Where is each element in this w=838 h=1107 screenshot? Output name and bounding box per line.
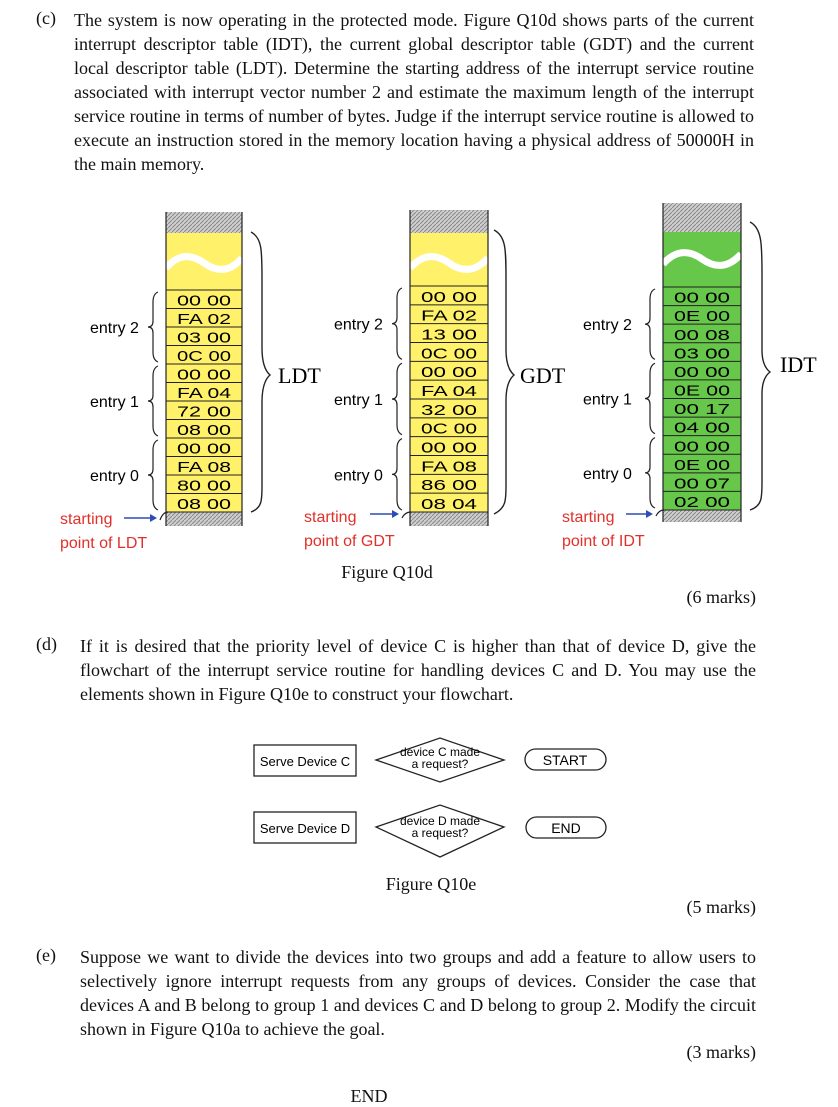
part-c-text: The system is now operating in the protected mode. Figure Q10d shows parts of the current interrupt descriptor table (IDT), the current global descriptor table (GDT) and the current local descriptor table (LDT). Determine the starting address of the interrupt service routine associated with interrupt vector number 2 and estimate the maximum length of the interrupt service routine in terms of number of bytes. Judge if the interrupt service routine is allowed to execute an instruction stored in the memory location having a physical address of 50000H in the main memory. xyxy=(74,10,754,174)
table-row-value: FA 02 xyxy=(177,311,231,328)
entry-brace xyxy=(645,438,655,508)
entry-brace xyxy=(645,289,655,359)
table-row-value: 04 00 xyxy=(674,419,730,437)
table-row-value: 00 08 xyxy=(674,326,730,344)
decision-device-c xyxy=(376,738,504,782)
serve-device-d-box xyxy=(254,812,356,843)
table-row-value: 08 00 xyxy=(177,496,231,513)
idt-brace xyxy=(750,222,770,510)
figure-q10d-caption: Figure Q10d xyxy=(341,562,433,582)
table-row-value: 00 00 xyxy=(177,440,231,458)
part-e-label: (e) xyxy=(36,945,56,965)
ldt-starting-point xyxy=(60,511,168,552)
table-row-value: FA 08 xyxy=(421,458,477,476)
table-row-value: 13 00 xyxy=(421,326,477,344)
ldt-label: LDT xyxy=(278,363,321,388)
table-row-value: 86 00 xyxy=(421,477,477,495)
ldt-rows xyxy=(166,290,242,513)
part-d-marks: (5 marks) xyxy=(686,897,756,917)
table-row-value: 0E 00 xyxy=(674,456,730,474)
serve-device-c-box xyxy=(254,745,356,776)
entry-brace xyxy=(392,288,402,359)
serve-device-d-label: Serve Device D xyxy=(259,821,351,836)
gdt-label: GDT xyxy=(520,363,566,388)
gdt-rows xyxy=(410,286,488,513)
entry-brace xyxy=(148,440,158,510)
table-row-value: FA 08 xyxy=(177,459,231,476)
idt-start-line2: point of IDT xyxy=(562,533,645,550)
entry-label: entry 1 xyxy=(583,391,632,409)
table-row-value: 0C 00 xyxy=(177,348,231,365)
part-d-text: If it is desired that the priority level of device C is higher than that of device D, give the flowchart of the interrupt service routine for handling devices C and D. You may use the elements shown in Figure Q10e to construct your flowchart. xyxy=(80,636,756,704)
table-row-value: 00 00 xyxy=(674,438,730,456)
entry-brace xyxy=(148,366,158,436)
decision-device-d xyxy=(376,805,504,857)
table-row-value: FA 04 xyxy=(421,383,477,400)
ldt-start-line2: point of LDT xyxy=(60,535,148,552)
entry-label: entry 2 xyxy=(583,317,632,335)
table-row-value: 00 00 xyxy=(421,439,477,457)
entry-label: entry 2 xyxy=(334,316,383,334)
part-c-label: (c) xyxy=(36,8,56,28)
table-row-value: 00 00 xyxy=(177,292,231,310)
gdt-start-line2: point of GDT xyxy=(304,533,395,550)
idt-label: IDT xyxy=(780,352,817,377)
table-row-value: 32 00 xyxy=(421,401,477,419)
table-row-value: 03 00 xyxy=(177,329,231,347)
table-row-value: 00 17 xyxy=(674,401,730,419)
part-e-text: Suppose we want to divide the devices into two groups and add a feature to allow users to selectively ignore interrupt requests from any groups of devices. Consider the case that devices A and B belong to group 1 and devices C and D belong to group 2. Modify the circuit shown in Figure Q10a to achieve the goal. xyxy=(80,947,756,1039)
entry-label: entry 2 xyxy=(90,320,139,337)
gdt-start-arrow-icon xyxy=(392,510,399,518)
part-d-label: (d) xyxy=(36,634,57,654)
idt-start-line1: starting xyxy=(562,509,615,526)
table-row-value: 80 00 xyxy=(177,477,231,495)
entry-label: entry 1 xyxy=(90,394,139,411)
table-row-value: 08 04 xyxy=(421,496,477,513)
end-terminal xyxy=(526,817,606,838)
table-row-value: FA 04 xyxy=(177,385,231,402)
table-row-value: 00 00 xyxy=(674,289,730,307)
ldt-start-line1: starting xyxy=(60,511,113,528)
idt-rows xyxy=(663,287,741,511)
flowchart-elements xyxy=(254,738,606,857)
entry-brace xyxy=(392,439,402,510)
start-terminal xyxy=(525,749,606,770)
ldt-brace xyxy=(251,232,270,512)
part-e-marks: (3 marks) xyxy=(686,1042,756,1062)
idt-starting-point xyxy=(562,509,664,550)
end-label: END xyxy=(551,820,581,836)
entry-brace xyxy=(645,363,655,433)
gdt-starting-point xyxy=(304,509,411,550)
table-row-value: FA 02 xyxy=(421,307,477,325)
footer-end: END xyxy=(350,1086,388,1106)
table-row-value: 03 00 xyxy=(674,345,730,363)
ldt-start-arrow-icon xyxy=(150,514,157,522)
table-row-value: 00 00 xyxy=(177,366,231,384)
table-row-value: 0E 00 xyxy=(674,308,730,326)
table-row-value: 0C 00 xyxy=(421,420,477,438)
entry-brace xyxy=(392,363,402,434)
table-row-value: 02 00 xyxy=(674,494,730,511)
entry-brace xyxy=(148,292,158,362)
table-row-value: 00 00 xyxy=(674,363,730,381)
idt-start-arrow-icon xyxy=(646,510,653,518)
table-row-value: 00 07 xyxy=(674,475,730,493)
table-row-value: 72 00 xyxy=(177,403,231,421)
start-label: START xyxy=(542,752,588,768)
entry-label: entry 0 xyxy=(90,468,139,485)
decision-c-line1: device C made xyxy=(399,745,481,759)
decision-d-line2: a request? xyxy=(411,826,469,840)
part-c-marks: (6 marks) xyxy=(686,587,756,607)
figure-q10e-caption: Figure Q10e xyxy=(385,874,477,894)
serve-device-c-label: Serve Device C xyxy=(259,754,351,769)
idt-table xyxy=(663,203,817,522)
table-row-value: 00 00 xyxy=(421,288,477,306)
gdt-brace xyxy=(494,230,514,514)
decision-d-line1: device D made xyxy=(399,814,481,828)
entry-label: entry 0 xyxy=(583,465,632,483)
entry-label: entry 1 xyxy=(334,392,383,409)
gdt-start-line1: starting xyxy=(304,509,357,526)
table-row-value: 0C 00 xyxy=(421,345,477,363)
entry-label: entry 0 xyxy=(334,467,383,485)
decision-c-line2: a request? xyxy=(411,757,469,771)
gdt-table xyxy=(410,210,566,526)
table-row-value: 00 00 xyxy=(421,364,477,382)
ldt-table xyxy=(166,212,321,526)
table-row-value: 0E 00 xyxy=(674,382,730,400)
table-row-value: 08 00 xyxy=(177,422,231,439)
